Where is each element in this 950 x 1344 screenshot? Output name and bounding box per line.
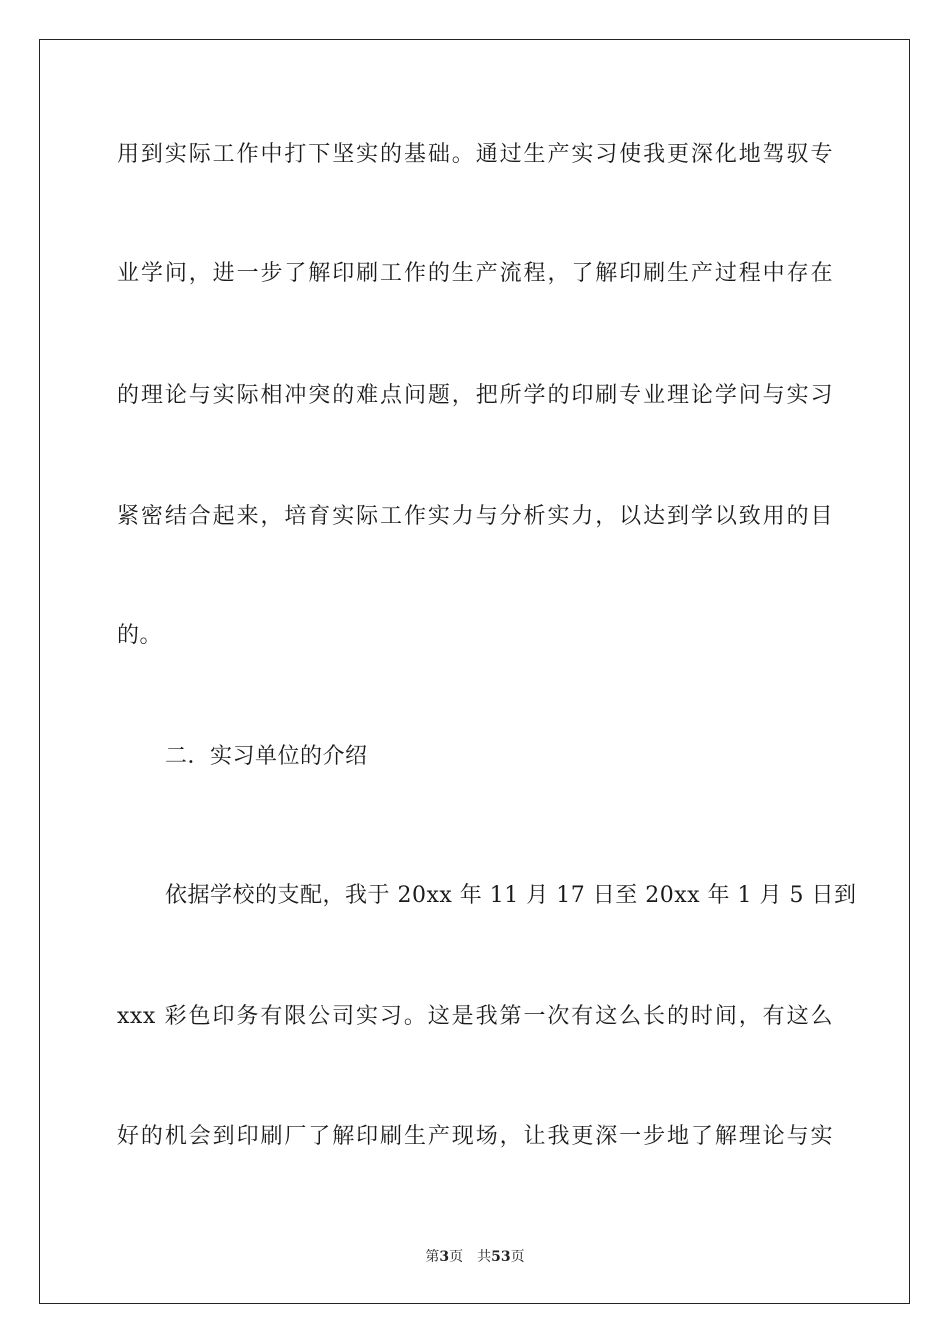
paragraph2-line-2: xxx 彩色印务有限公司实习。这是我第一次有这么长的时间，有这么 — [117, 1004, 833, 1029]
body-line-4: 紧密结合起来，培育实际工作实力与分析实力，以达到学以致用的目 — [117, 504, 833, 529]
body-line-3: 的理论与实际相冲突的难点问题，把所学的印刷专业理论学问与实习 — [117, 383, 833, 408]
footer-page-suffix: 页 — [449, 1249, 464, 1265]
footer-page-current: 3 — [439, 1249, 450, 1265]
footer-total-suffix: 页 — [510, 1249, 525, 1265]
paragraph2-line-1: 依据学校的支配，我于 20xx 年 11 月 17 日至 20xx 年 1 月 5 日到 — [165, 883, 857, 908]
body-line-2: 业学问，进一步了解印刷工作的生产流程，了解印刷生产过程中存在 — [117, 261, 833, 286]
page-border — [39, 39, 910, 1304]
page-footer — [0, 1248, 950, 1266]
footer-total-prefix: 共 — [477, 1249, 492, 1265]
footer-page-total: 53 — [491, 1249, 511, 1265]
body-line-1: 用到实际工作中打下坚实的基础。通过生产实习使我更深化地驾驭专 — [117, 142, 833, 167]
body-line-5: 的。 — [117, 623, 163, 648]
footer-page-prefix: 第 — [425, 1249, 440, 1265]
section-heading: 二．实习单位的介绍 — [165, 744, 368, 769]
paragraph2-line-3: 好的机会到印刷厂了解印刷生产现场，让我更深一步地了解理论与实 — [117, 1124, 833, 1149]
